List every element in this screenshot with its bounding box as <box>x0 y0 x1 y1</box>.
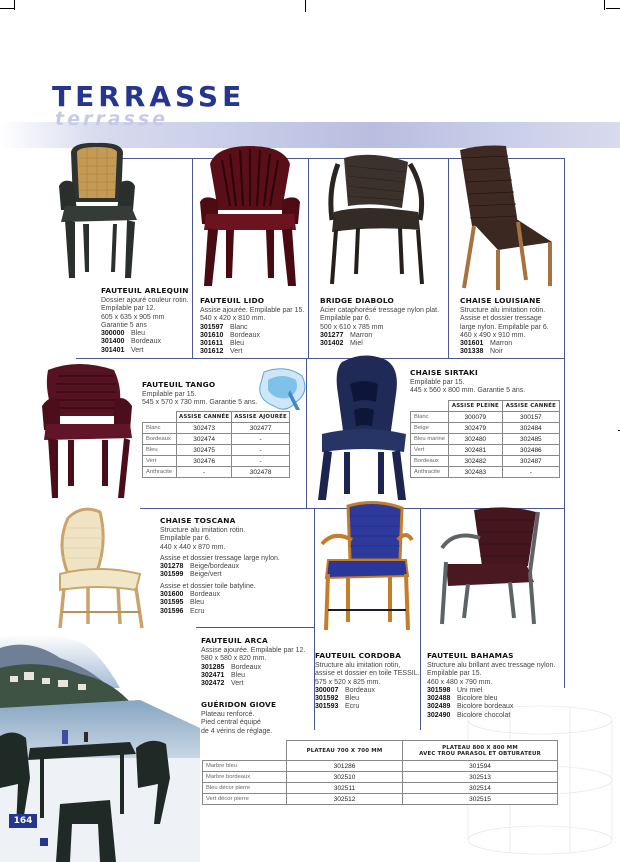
product-line: assise et dossier en toile TESSIL. <box>315 670 420 678</box>
ref-code: 302471 <box>201 671 225 679</box>
ref-code: 301612 <box>200 348 224 356</box>
ref-code: 301595 <box>160 599 184 607</box>
ref-row <box>427 695 555 703</box>
chaise-sirtaki-image <box>314 354 410 504</box>
product-line: de 4 vérins de réglage. <box>201 727 273 735</box>
table-row <box>411 412 560 423</box>
ref-code: 302490 <box>427 711 451 719</box>
ref-label: Ecru <box>190 607 205 615</box>
product-name: CHAISE SIRTAKI <box>410 368 478 377</box>
product-name: BRIDGE DIABOLO <box>320 296 394 305</box>
ref-label: Blanc <box>230 323 248 331</box>
ref-label: Bordeaux <box>190 591 220 599</box>
table-cell: 302482 <box>449 456 503 467</box>
ref-row <box>315 703 420 711</box>
chaise-louisiane-image <box>452 142 556 292</box>
ref-label: Bordeaux <box>230 331 260 339</box>
table-row <box>143 467 290 478</box>
row-label: Vert <box>143 456 177 467</box>
product-louisiane <box>460 296 549 357</box>
ref-row <box>101 338 189 346</box>
fauteuil-tango-image <box>38 360 136 502</box>
ref-label: Bleu <box>131 330 146 338</box>
ref-code: 301600 <box>160 591 184 599</box>
row-label: Vert <box>411 445 449 456</box>
ref-label: Bicolore bleu <box>457 695 498 703</box>
table-cell: - <box>232 434 290 445</box>
row-label: Anthracite <box>143 467 177 478</box>
product-name: FAUTEUIL ARCA <box>201 636 268 645</box>
ref-code: 301285 <box>201 663 225 671</box>
row-label: Bordeaux <box>411 456 449 467</box>
product-name: FAUTEUIL ARLEQUIN <box>101 286 189 295</box>
ref-label: Vert <box>230 348 243 356</box>
product-line: Assise ajourée. Empilable par 12. <box>201 647 306 654</box>
table-row <box>143 456 290 467</box>
ref-code: 301610 <box>200 331 224 339</box>
ref-label: Bleu <box>190 599 205 607</box>
ref-label: Bleu <box>230 340 245 348</box>
table-cell: 302513 <box>403 772 558 783</box>
ref-row <box>201 672 305 680</box>
table-row <box>203 761 558 772</box>
ref-code: 302488 <box>427 695 451 703</box>
ref-row <box>200 324 304 332</box>
product-line: 575 x 520 x 825 mm. <box>315 678 381 686</box>
table-cell: 302484 <box>502 423 559 434</box>
table-cell: 302478 <box>232 467 290 478</box>
product-line: Structure alu imitation rotin, <box>315 662 401 669</box>
table-header: ASSISE PLEINE <box>449 401 503 412</box>
product-line: Structure alu imitation rotin. <box>160 527 246 534</box>
frame-line <box>564 158 565 688</box>
product-line: Empilable par 6. <box>160 535 211 543</box>
product-line: large nylon. Empilable par 6. <box>460 323 549 331</box>
row-label: Beige <box>411 423 449 434</box>
product-line: 500 x 610 x 785 mm <box>320 323 384 331</box>
table-cell: 302480 <box>449 434 503 445</box>
table-cell: 302477 <box>232 423 290 434</box>
ref-code: 300007 <box>315 686 339 694</box>
product-cordoba <box>315 651 420 712</box>
table-row <box>143 445 290 456</box>
table-row <box>411 456 560 467</box>
product-line: Dossier ajouré couleur rotin. <box>101 297 189 304</box>
ref-code: 301278 <box>160 563 184 571</box>
row-label: Bleu marine <box>411 434 449 445</box>
row-label: Blanc <box>143 423 177 434</box>
splash-logo-icon <box>256 366 308 416</box>
frame-line <box>196 627 314 628</box>
row-label: Vert décor pierre <box>203 794 287 805</box>
ref-row <box>460 340 549 348</box>
row-label: Marbre bordeaux <box>203 772 287 783</box>
product-name: GUÉRIDON GIOVE <box>201 700 277 709</box>
product-line: 540 x 420 x 810 mm. <box>200 315 266 323</box>
ref-code: 300000 <box>101 330 125 338</box>
ref-row <box>101 330 189 338</box>
product-subheading: Assise et dossier tressage large nylon. <box>160 554 280 562</box>
product-diabolo <box>320 296 439 348</box>
ref-label: Marron <box>350 331 373 339</box>
ref-code: 301593 <box>315 703 339 711</box>
bridge-diabolo-image <box>322 150 432 290</box>
ref-label: Bicolore chocolat <box>457 711 511 719</box>
ref-row <box>320 340 439 348</box>
product-line: Empilable par 15. <box>410 379 465 386</box>
product-line: 440 x 440 x 870 mm. <box>160 543 226 551</box>
ref-label: Marron <box>490 340 513 348</box>
ref-label: Uni miel <box>457 686 483 694</box>
ref-label: Miel <box>350 340 363 348</box>
table-cell: 302474 <box>177 434 232 445</box>
fauteuil-cordoba-image <box>318 500 416 636</box>
ref-row <box>427 712 555 720</box>
ref-code: 301601 <box>460 340 484 348</box>
fauteuil-bahamas-image <box>434 502 550 628</box>
product-line: Assise et dossier tressage <box>460 315 542 323</box>
table-row <box>143 434 290 445</box>
ref-row <box>160 571 280 579</box>
ref-label: Vert <box>131 346 144 354</box>
table-cell: 300157 <box>502 412 559 423</box>
table-header-line: AVEC TROU PARASOL ET OBTURATEUR <box>419 750 541 757</box>
table-cell: 301594 <box>403 761 558 772</box>
table-cell: 300079 <box>449 412 503 423</box>
table-cell: 302475 <box>177 445 232 456</box>
ref-code: 301401 <box>101 346 125 354</box>
ref-label: Bordeaux <box>131 338 161 346</box>
ref-label: Ecru <box>345 703 360 711</box>
table-header: ASSISE CANNÉE <box>177 412 232 423</box>
table-cell: 302479 <box>449 423 503 434</box>
fauteuil-arlequin-image <box>57 140 149 290</box>
row-label: Anthracite <box>411 467 449 478</box>
table-row <box>411 445 560 456</box>
product-line: Empilable par 15. <box>427 670 482 678</box>
row-label: Marbre bleu <box>203 761 287 772</box>
product-arca <box>201 636 305 688</box>
ref-row <box>315 687 420 695</box>
table-cell: - <box>232 445 290 456</box>
ref-row <box>160 563 280 571</box>
product-line: 545 x 570 x 730 mm. Garantie 5 ans. <box>142 399 258 407</box>
ref-label: Bordeaux <box>231 663 261 671</box>
table-header: ASSISE CANNÉE <box>502 401 559 412</box>
ref-code: 301402 <box>320 340 344 348</box>
ref-row <box>315 695 420 703</box>
product-name: CHAISE LOUISIANE <box>460 296 541 305</box>
product-line: Empilable par 6. <box>320 315 371 323</box>
table-row <box>411 423 560 434</box>
ref-label: Noir <box>490 348 503 356</box>
table-header: PLATEAU 700 X 700 MM <box>287 741 403 761</box>
product-line: 605 x 635 x 905 mm <box>101 313 165 321</box>
table-cell: 302476 <box>177 456 232 467</box>
product-line: 460 x 480 x 790 mm. <box>427 678 493 686</box>
product-line: 460 x 490 x 910 mm. <box>460 331 526 339</box>
ref-label: Bicolore bordeaux <box>457 703 514 711</box>
table-row <box>203 772 558 783</box>
ref-code: 301277 <box>320 331 344 339</box>
ref-row <box>200 348 304 356</box>
product-toscana <box>160 516 280 616</box>
product-name: FAUTEUIL CORDOBA <box>315 651 402 660</box>
frame-line <box>192 158 193 358</box>
table-cell: 302486 <box>502 445 559 456</box>
product-tango <box>142 380 257 408</box>
table-header-line: PLATEAU 800 X 800 MM <box>442 744 518 751</box>
product-name: CHAISE TOSCANA <box>160 516 236 525</box>
frame-line <box>448 158 449 358</box>
row-label: Blanc <box>411 412 449 423</box>
fauteuil-lido-image <box>196 144 304 292</box>
ref-row <box>320 332 439 340</box>
ref-row <box>201 680 305 688</box>
sirtaki-table <box>410 400 560 478</box>
table-header <box>403 741 558 761</box>
ref-code: 301338 <box>460 348 484 356</box>
ref-row <box>200 332 304 340</box>
ref-row <box>160 591 280 599</box>
ref-code: 302489 <box>427 703 451 711</box>
ref-code: 301611 <box>200 340 223 348</box>
product-bahamas <box>427 651 555 720</box>
tango-table <box>142 411 290 478</box>
ref-row <box>427 687 555 695</box>
frame-line <box>308 158 309 358</box>
product-line: Structure alu brillant avec tressage nylon. <box>427 662 556 669</box>
product-lido <box>200 296 304 357</box>
ref-row <box>460 348 549 356</box>
ref-row <box>101 347 189 355</box>
table-row <box>411 467 560 478</box>
row-label: Bleu décor pierre <box>203 783 287 794</box>
table-row <box>203 794 558 805</box>
product-name: FAUTEUIL BAHAMAS <box>427 651 514 660</box>
ref-code: 301400 <box>101 338 125 346</box>
ref-row <box>201 664 305 672</box>
table-cell: - <box>502 467 559 478</box>
product-line: 580 x 580 x 820 mm. <box>201 655 267 663</box>
ref-code: 301599 <box>160 571 184 579</box>
ref-code: 301598 <box>427 686 451 694</box>
ref-label: Bordeaux <box>345 686 375 694</box>
product-line: Empilable par 12. <box>101 305 156 313</box>
product-line: Assise ajourée. Empilable par 15. <box>200 307 305 314</box>
product-name: FAUTEUIL LIDO <box>200 296 265 305</box>
product-line: 445 x 560 x 800 mm. Garantie 5 ans. <box>410 387 526 395</box>
table-cell: 302485 <box>502 434 559 445</box>
ref-row <box>200 340 304 348</box>
ref-row <box>160 599 280 607</box>
ref-code: 302472 <box>201 680 225 688</box>
table-cell: 302512 <box>287 794 403 805</box>
page-subtitle: terrasse <box>55 108 169 130</box>
page-marker <box>40 838 48 846</box>
product-line: Empilable par 15. <box>142 391 197 398</box>
ref-label: Beige/vert <box>190 571 222 579</box>
row-label: Bordeaux <box>143 434 177 445</box>
table-cell: 302487 <box>502 456 559 467</box>
crop-mark <box>606 8 620 9</box>
crop-mark <box>604 0 605 10</box>
product-subheading: Assise et dossier toile batyline. <box>160 582 256 590</box>
product-line: Structure alu imitation rotin. <box>460 307 546 314</box>
ref-row <box>427 703 555 711</box>
table-row <box>411 434 560 445</box>
product-line: Plateau renforcé. <box>201 711 255 718</box>
ref-row <box>160 608 280 616</box>
product-line: Garantie 5 ans <box>101 321 147 329</box>
table-row <box>143 423 290 434</box>
table-cell: 302473 <box>177 423 232 434</box>
row-label: Bleu <box>143 445 177 456</box>
chaise-toscana-image <box>48 504 148 632</box>
ref-code: 301596 <box>160 607 184 615</box>
product-name: FAUTEUIL TANGO <box>142 380 216 389</box>
table-cell: 302514 <box>403 783 558 794</box>
ref-label: Beige/bordeaux <box>190 563 240 571</box>
ref-label: Bleu <box>345 695 360 703</box>
table-cell: 302511 <box>287 783 403 794</box>
ref-label: Bleu <box>231 671 246 679</box>
table-cell: 302481 <box>449 445 503 456</box>
crop-mark <box>0 8 14 9</box>
table-header: ASSISE AJOURÉE <box>232 412 290 423</box>
table-cell: 301286 <box>287 761 403 772</box>
table-cell: 302483 <box>449 467 503 478</box>
product-line: Pied central équipé <box>201 719 261 727</box>
crop-mark <box>305 0 306 12</box>
ref-label: Vert <box>231 680 244 688</box>
table-cell: - <box>177 467 232 478</box>
product-sirtaki <box>410 368 525 396</box>
crop-mark <box>14 0 15 10</box>
ref-code: 301592 <box>315 695 339 703</box>
ref-code: 301597 <box>200 323 224 331</box>
table-row <box>203 783 558 794</box>
table-cell: - <box>232 456 290 467</box>
product-gueridon <box>201 700 276 736</box>
product-line: Acier cataphorésé tressage nylon plat. <box>320 307 440 314</box>
page-number: 164 <box>9 814 37 828</box>
page-title: TERRASSE <box>52 80 246 113</box>
table-cell: 302510 <box>287 772 403 783</box>
gueridon-table <box>202 740 558 805</box>
product-arlequin <box>101 286 189 355</box>
table-cell: 302515 <box>403 794 558 805</box>
